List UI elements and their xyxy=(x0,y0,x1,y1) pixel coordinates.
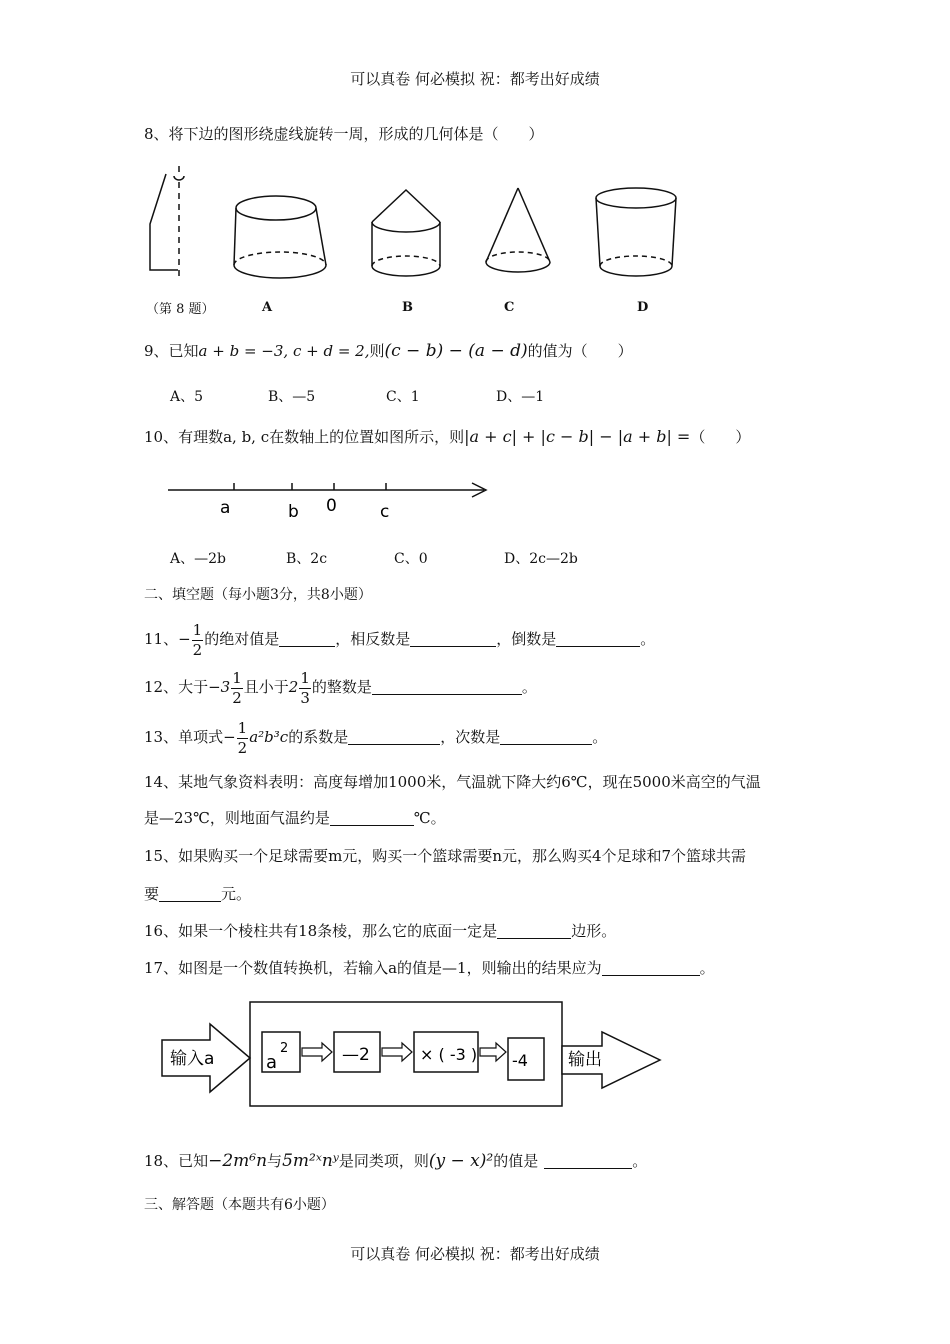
q13-monomial: a²b³c xyxy=(249,728,289,746)
q10-expression: |a + c| + |c − b| − |a + b| = xyxy=(464,427,691,446)
solid-b-cylinder-cone xyxy=(372,190,440,276)
step-4-label: -4 xyxy=(512,1051,528,1070)
question-14-line-2: 是—23℃，则地面气温约是 ℃。 xyxy=(144,809,446,827)
question-8-figure xyxy=(130,160,690,320)
axis-label-a: a xyxy=(220,498,231,518)
q13-blank-2[interactable] xyxy=(500,726,592,745)
q18-expression: (y − x)² xyxy=(428,1151,494,1171)
question-16: 16、如果一个棱柱共有18条棱，那么它的底面一定是 边形。 xyxy=(144,922,617,940)
q10-option-b: B、2c xyxy=(286,551,328,567)
question-13: 13、单项式− $\frac{1}{2}$ a²b³c的系数是 ，次数是 。 xyxy=(144,718,608,757)
q11-blank-1[interactable] xyxy=(279,628,335,647)
label-c: C xyxy=(504,300,515,315)
arrow-2 xyxy=(382,1043,412,1061)
question-14-line-1: 14、某地气象资料表明：高度每增加1000米，气温就下降大约6℃，现在5000米高空的气温 xyxy=(144,773,761,791)
output-label: 输出 xyxy=(568,1050,602,1070)
solid-a-frustum xyxy=(234,196,326,278)
step-2-label: —2 xyxy=(342,1045,370,1065)
page-footer: 可以真卷 何必模拟 祝：都考出好成绩 xyxy=(350,1245,600,1263)
question-11: 11、− $\frac{1}{2}$ 的绝对值是 ，相反数是 ，倒数是 。 xyxy=(144,620,656,659)
q9-expression-2: (c − b) − (a − d) xyxy=(384,341,528,361)
section-2-heading: 二、填空题（每小题3分，共8小题） xyxy=(144,587,372,603)
q10-option-a: A、—2b xyxy=(170,551,226,567)
label-a: A xyxy=(262,300,273,315)
label-d: D xyxy=(637,300,649,315)
q18-blank[interactable] xyxy=(544,1150,632,1169)
q11-blank-3[interactable] xyxy=(556,628,640,647)
question-15-line-2: 要 元。 xyxy=(144,885,252,903)
step-1-base: a xyxy=(266,1052,278,1073)
solid-d-cylinder xyxy=(596,188,676,276)
question-18: 18、已知−2m⁶n与5m²ˣnʸ是同类项，则(y − x)²的值是 。 xyxy=(144,1151,648,1171)
conversion-machine xyxy=(158,996,668,1112)
q18-term-1: −2m⁶n xyxy=(208,1151,268,1171)
arrow-3 xyxy=(480,1043,506,1061)
q9-option-b: B、—5 xyxy=(268,389,316,405)
question-17: 17、如图是一个数值转换机，若输入a的值是—1，则输出的结果应为 。 xyxy=(144,959,715,977)
q13-blank-1[interactable] xyxy=(348,726,440,745)
q11-blank-2[interactable] xyxy=(410,628,496,647)
axis-label-b: b xyxy=(288,502,299,522)
number-line xyxy=(160,470,500,526)
figure-8-caption: （第 8 题） xyxy=(146,302,215,317)
step-1-exponent: 2 xyxy=(280,1041,289,1056)
label-b: B xyxy=(402,300,413,315)
rotation-shape xyxy=(150,166,184,280)
page-header: 可以真卷 何必模拟 祝：都考出好成绩 xyxy=(350,70,600,88)
q10-option-d: D、2c—2b xyxy=(504,551,578,567)
section-3-heading: 三、解答题（本题共有6小题） xyxy=(144,1197,335,1213)
question-8-stem: 8、将下边的图形绕虚线旋转一周，形成的几何体是（ ） xyxy=(144,125,544,143)
solid-c-cone xyxy=(486,188,550,272)
q16-blank[interactable] xyxy=(497,920,571,939)
q15-blank[interactable] xyxy=(159,883,221,902)
question-12: 12、大于−3 $\frac{1}{2}$ 且小于2 $\frac{1}{3}$ 的整数是 。 xyxy=(144,668,537,707)
q12-blank[interactable] xyxy=(372,676,522,695)
q18-term-2: 5m²ˣnʸ xyxy=(282,1151,339,1171)
step-3-label: × ( -3 ) xyxy=(420,1045,478,1064)
q17-blank[interactable] xyxy=(602,957,700,976)
question-10-stem: 10、有理数a, b, c在数轴上的位置如图所示，则|a + c| + |c − b| − |a + b| =（ ） xyxy=(144,427,751,446)
axis-label-zero: 0 xyxy=(326,496,337,516)
question-15-line-1: 15、如果购买一个足球需要m元，购买一个篮球需要n元，那么购买4个足球和7个篮球共需 xyxy=(144,847,747,865)
q9-option-c: C、1 xyxy=(386,389,420,405)
arrow-1 xyxy=(302,1043,332,1061)
q14-blank[interactable] xyxy=(330,807,414,826)
axis-label-c: c xyxy=(380,502,390,522)
input-label: 输入a xyxy=(170,1049,215,1069)
q10-option-c: C、0 xyxy=(394,551,428,567)
q9-expression: a + b = −3, c + d = 2, xyxy=(198,342,370,360)
q9-option-a: A、5 xyxy=(170,389,204,405)
q9-option-d: D、—1 xyxy=(496,389,545,405)
question-9-stem: 9、已知a + b = −3, c + d = 2,则(c − b) − (a − d)的值为（ ） xyxy=(144,341,633,361)
